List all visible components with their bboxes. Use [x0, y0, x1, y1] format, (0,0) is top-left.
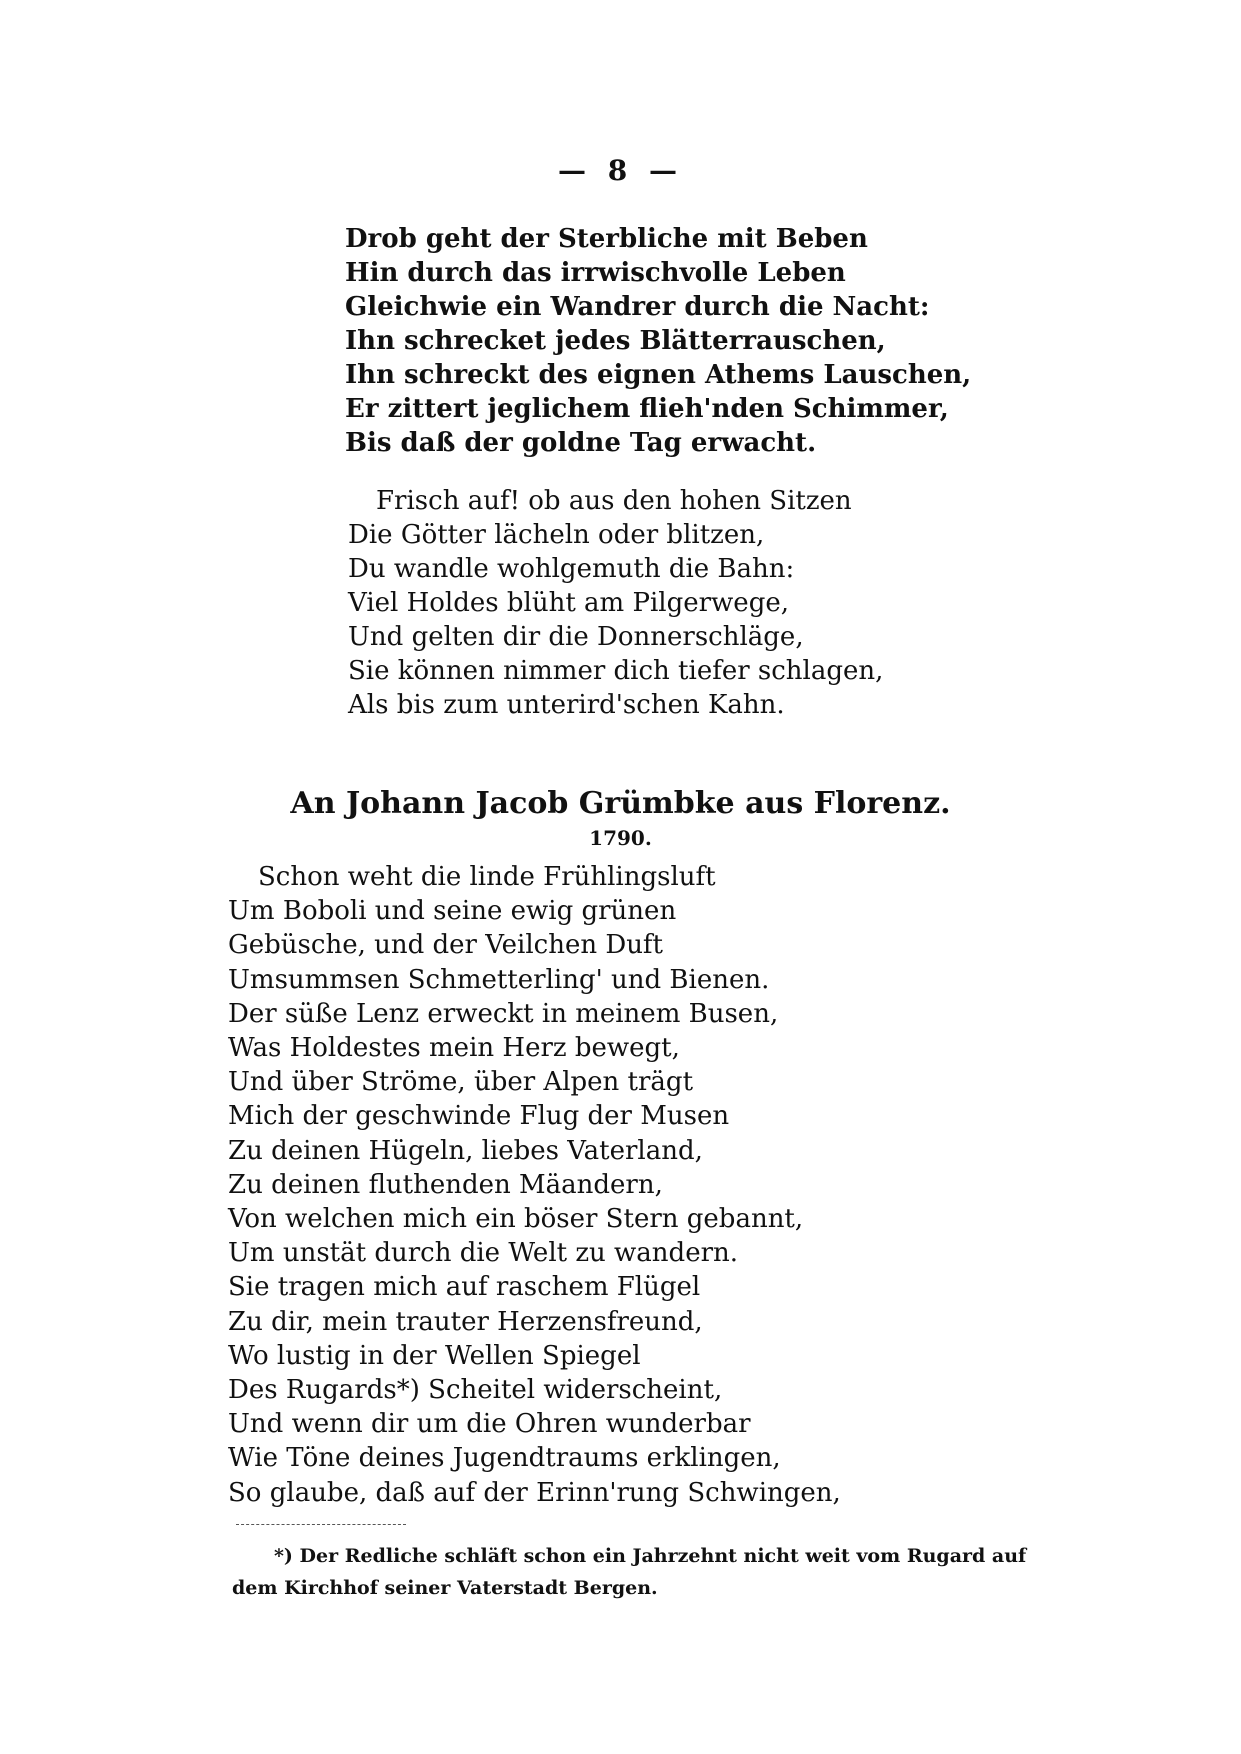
verse-line: Was Holdestes mein Herz bewegt, [228, 1033, 680, 1064]
verse-line: Und wenn dir um die Ohren wunderbar [228, 1409, 751, 1440]
footnote-divider [236, 1524, 406, 1525]
verse-line: Der süße Lenz erweckt in meinem Busen, [228, 998, 779, 1029]
verse-line: Zu deinen Hügeln, liebes Vaterland, [228, 1135, 703, 1166]
verse-line: Und gelten dir die Donnerschläge, [348, 622, 804, 652]
verse-line: Ihn schreckt des eignen Athems Lauschen, [345, 360, 972, 390]
page-number: — 8 — [558, 154, 683, 187]
verse-line: Um unstät durch die Welt zu wandern. [228, 1238, 739, 1269]
verse-line: Hin durch das irrwischvolle Leben [345, 258, 846, 288]
verse-line: Sie tragen mich auf raschem Flügel [228, 1272, 701, 1303]
verse-line: Als bis zum unterird'schen Kahn. [348, 690, 785, 720]
verse-line: Du wandle wohlgemuth die Bahn: [348, 554, 795, 584]
verse-line: Ihn schrecket jedes Blätterrauschen, [345, 326, 886, 356]
verse-line: Drob geht der Sterbliche mit Beben [345, 224, 868, 254]
footnote [232, 1540, 1027, 1604]
verse-line: Gebüsche, und der Veilchen Duft [228, 930, 664, 961]
verse-line: Wo lustig in der Wellen Spiegel [228, 1340, 641, 1371]
poem-title: An Johann Jacob Grümbke aus Florenz. [290, 786, 951, 821]
verse-line: Zu deinen fluthenden Mäandern, [228, 1169, 663, 1200]
stanza-2 [348, 484, 883, 722]
poem-year: 1790. [589, 826, 652, 850]
verse-line: Wie Töne deines Jugendtraums erklingen, [228, 1443, 781, 1474]
verse-line: Um Boboli und seine ewig grünen [228, 896, 677, 927]
verse-line: So glaube, daß auf der Erinn'rung Schwingen, [228, 1477, 841, 1508]
verse-line: Mich der geschwinde Flug der Musen [228, 1101, 730, 1132]
verse-line: Gleichwie ein Wandrer durch die Nacht: [345, 292, 930, 322]
verse-line: Schon weht die linde Frühlingsluft [258, 862, 716, 892]
stanza-1 [345, 222, 971, 460]
verse-line: Umsummsen Schmetterling' und Bienen. [228, 964, 770, 995]
verse-line: Frisch auf! ob aus den hohen Sitzen [376, 486, 852, 516]
verse-line: Sie können nimmer dich tiefer schlagen, [348, 656, 884, 686]
verse-line: Zu dir, mein trauter Herzensfreund, [228, 1306, 703, 1337]
verse-line: Und über Ströme, über Alpen trägt [228, 1067, 694, 1098]
footnote-line: dem Kirchhof seiner Vaterstadt Bergen. [232, 1577, 658, 1599]
stanza-3 [228, 860, 841, 1510]
verse-line: Er zittert jeglichem flieh'nden Schimmer, [345, 394, 949, 424]
verse-line: Bis daß der goldne Tag erwacht. [345, 428, 817, 458]
footnote-line: *) Der Redliche schläft schon ein Jahrzehnt nicht weit vom Rugard auf [274, 1545, 1027, 1567]
verse-line: Des Rugards*) Scheitel widerscheint, [228, 1375, 723, 1406]
verse-line: Viel Holdes blüht am Pilgerwege, [348, 588, 789, 618]
verse-line: Die Götter lächeln oder blitzen, [348, 520, 765, 550]
verse-line: Von welchen mich ein böser Stern gebannt, [228, 1204, 804, 1235]
